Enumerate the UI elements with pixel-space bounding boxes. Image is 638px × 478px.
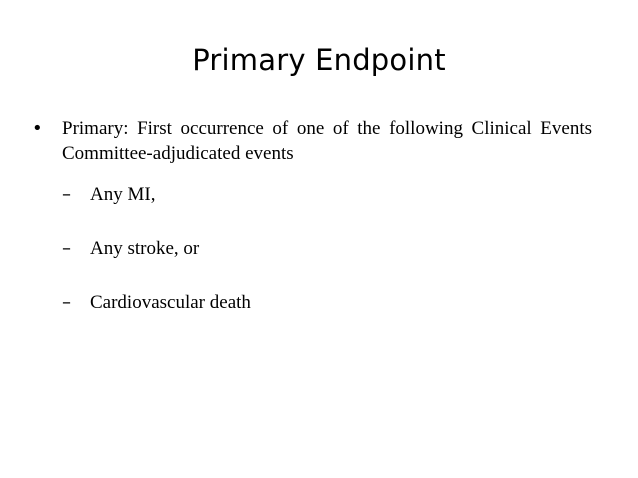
sub-bullet-list bbox=[32, 182, 592, 315]
primary-bullet-text: Primary: First occurrence of one of the following Clinical Events Committee-adjudicated events bbox=[62, 118, 592, 164]
sub-bullet-stroke bbox=[32, 236, 592, 261]
dash-marker: – bbox=[62, 238, 71, 259]
sub-bullet-text: Cardiovascular death bbox=[90, 292, 251, 313]
sub-bullet-mi bbox=[32, 182, 592, 207]
dash-marker: – bbox=[62, 184, 71, 205]
sub-bullet-cv-death bbox=[32, 290, 592, 315]
bullet-marker: • bbox=[32, 118, 43, 139]
slide-title: Primary Endpoint bbox=[192, 43, 446, 77]
sub-bullet-text: Any MI, bbox=[90, 184, 156, 205]
dash-marker: – bbox=[62, 292, 71, 313]
slide-body bbox=[32, 116, 592, 344]
sub-bullet-text: Any stroke, or bbox=[90, 238, 200, 259]
primary-bullet bbox=[32, 116, 592, 166]
